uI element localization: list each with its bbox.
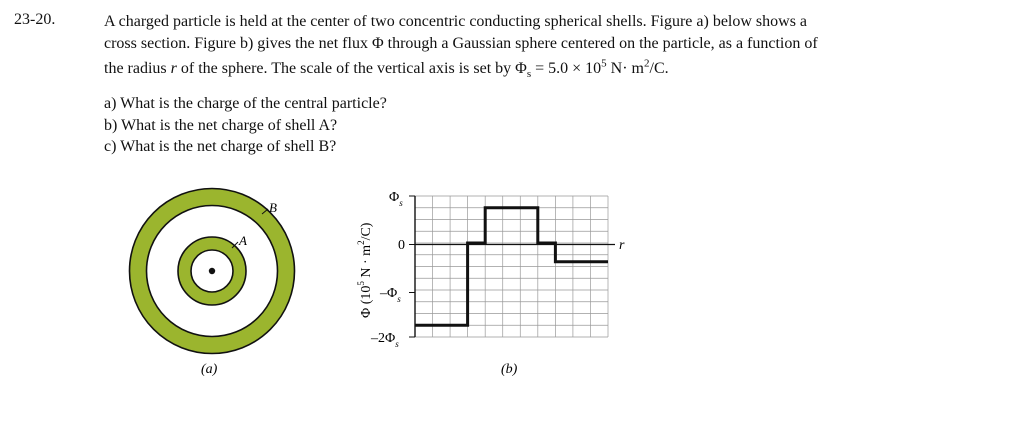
statement-line-1: A charged particle is held at the center of two concentric conducting spherical shells. Figure a) below shows a [104,13,808,30]
y-axis-label: Φ ($10^5$ $N \cdot m^2/C$) [356,222,374,318]
central-particle [209,268,215,274]
question-b: b) What is the net charge of shell A? [104,116,338,134]
problem-number: 23-20. [14,11,56,28]
caption-b: (b) [501,362,518,377]
question-a: a) What is the charge of the central particle? [104,95,387,112]
graph-grid [415,196,608,337]
figure-a-shells [130,189,295,378]
label-shell-a: A [239,233,247,248]
tick-label-neg: $-\Phi_s$ [380,286,401,304]
caption-a: (a) [201,362,218,377]
tick-label-top: $\Phi_s$ [389,190,403,208]
label-shell-b: B [269,200,277,215]
figure-b-graph [356,190,625,377]
statement-line-3: the radius r of the sphere. The scale of the vertical axis is set by $\Phi_s = 5.0 \times 10^5$ $N\cdot m^2/C$. [104,58,669,81]
tick-label-zero: 0 [398,238,405,253]
question-c: c) What is the net charge of shell B? [104,138,337,155]
statement-line-2: cross section. Figure b) gives the net flux Φ through a Gaussian sphere centered on the particle, as a function of [104,34,818,52]
x-axis-label: r [619,238,625,253]
tick-label-neg2: $-2\Phi_s$ [371,331,399,349]
